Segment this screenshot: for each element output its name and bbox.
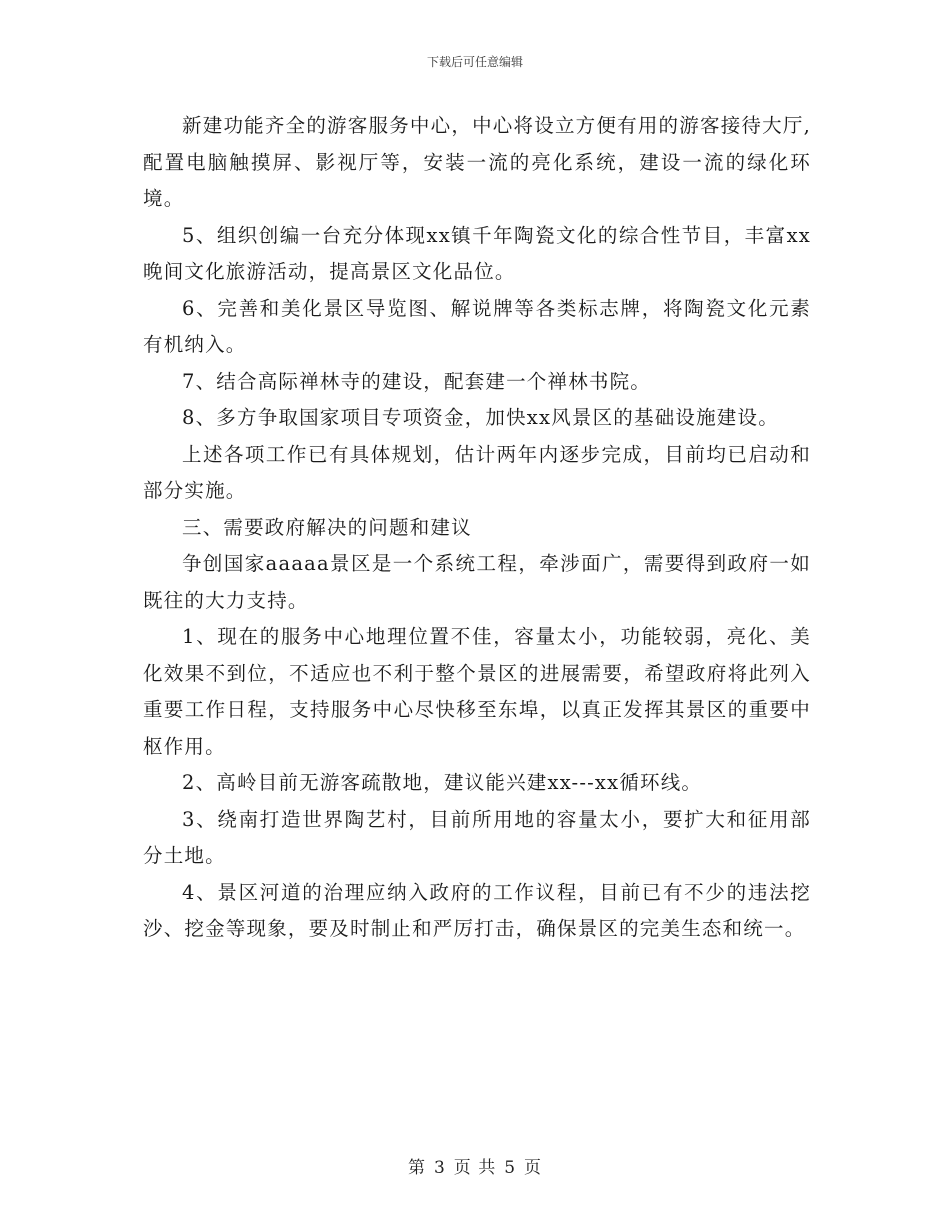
paragraph: 8、多方争取国家项目专项资金，加快xx风景区的基础设施建设。 (182, 406, 779, 429)
footer-middle: 页 共 (453, 1158, 497, 1178)
footer-suffix: 页 (524, 1158, 543, 1178)
paragraph: 5、组织创编一台充分体现xx镇千年陶瓷文化的综合性节目，丰富xx晚间文化旅游活动，提高景区文化品位。 (143, 223, 811, 283)
footer-prefix: 第 (407, 1158, 426, 1178)
paragraph: 新建功能齐全的游客服务中心，中心将设立方便有用的游客接待大厅,配置电脑触摸屏、影视厅等，安装一流的亮化系统，建设一流的绿化环境。 (143, 114, 811, 210)
paragraph: 争创国家aaaaa景区是一个系统工程，牵涉面广，需要得到政府一如既往的大力支持。 (143, 552, 811, 612)
paragraph: 上述各项工作已有具体规划，估计两年内逐步完成，目前均已启动和部分实施。 (143, 442, 811, 502)
paragraph: 6、完善和美化景区导览图、解说牌等各类标志牌，将陶瓷文化元素有机纳入。 (143, 296, 811, 356)
paragraph: 3、绕南打造世界陶艺村，目前所用地的容量太小，要扩大和征用部分土地。 (143, 807, 811, 867)
paragraph: 2、高岭目前无游客疏散地，建议能兴建xx---xx循环线。 (182, 771, 703, 794)
footer-total-pages: 5 (504, 1158, 517, 1178)
paragraph: 1、现在的服务中心地理位置不佳，容量太小，功能较弱，亮化、美化效果不到位，不适应也不利于整个景区的进展需要，希望政府将此列入重要工作日程，支持服务中心尽快移至东埠，以真正发挥其景区的重要中枢作用。 (143, 625, 811, 758)
paragraph: 7、结合高际禅林寺的建设，配套建一个禅林书院。 (182, 369, 652, 393)
document-body (143, 108, 811, 948)
page-number-footer (0, 1153, 950, 1178)
section-heading: 三、需要政府解决的问题和建议 (182, 515, 472, 539)
footer-current-page: 3 (433, 1158, 446, 1178)
paragraph: 4、景区河道的治理应纳入政府的工作议程，目前已有不少的违法挖沙、挖金等现象，要及时制止和严厉打击，确保景区的完美生态和统一。 (143, 880, 811, 940)
header-note: 下载后可任意编辑 (426, 55, 523, 69)
